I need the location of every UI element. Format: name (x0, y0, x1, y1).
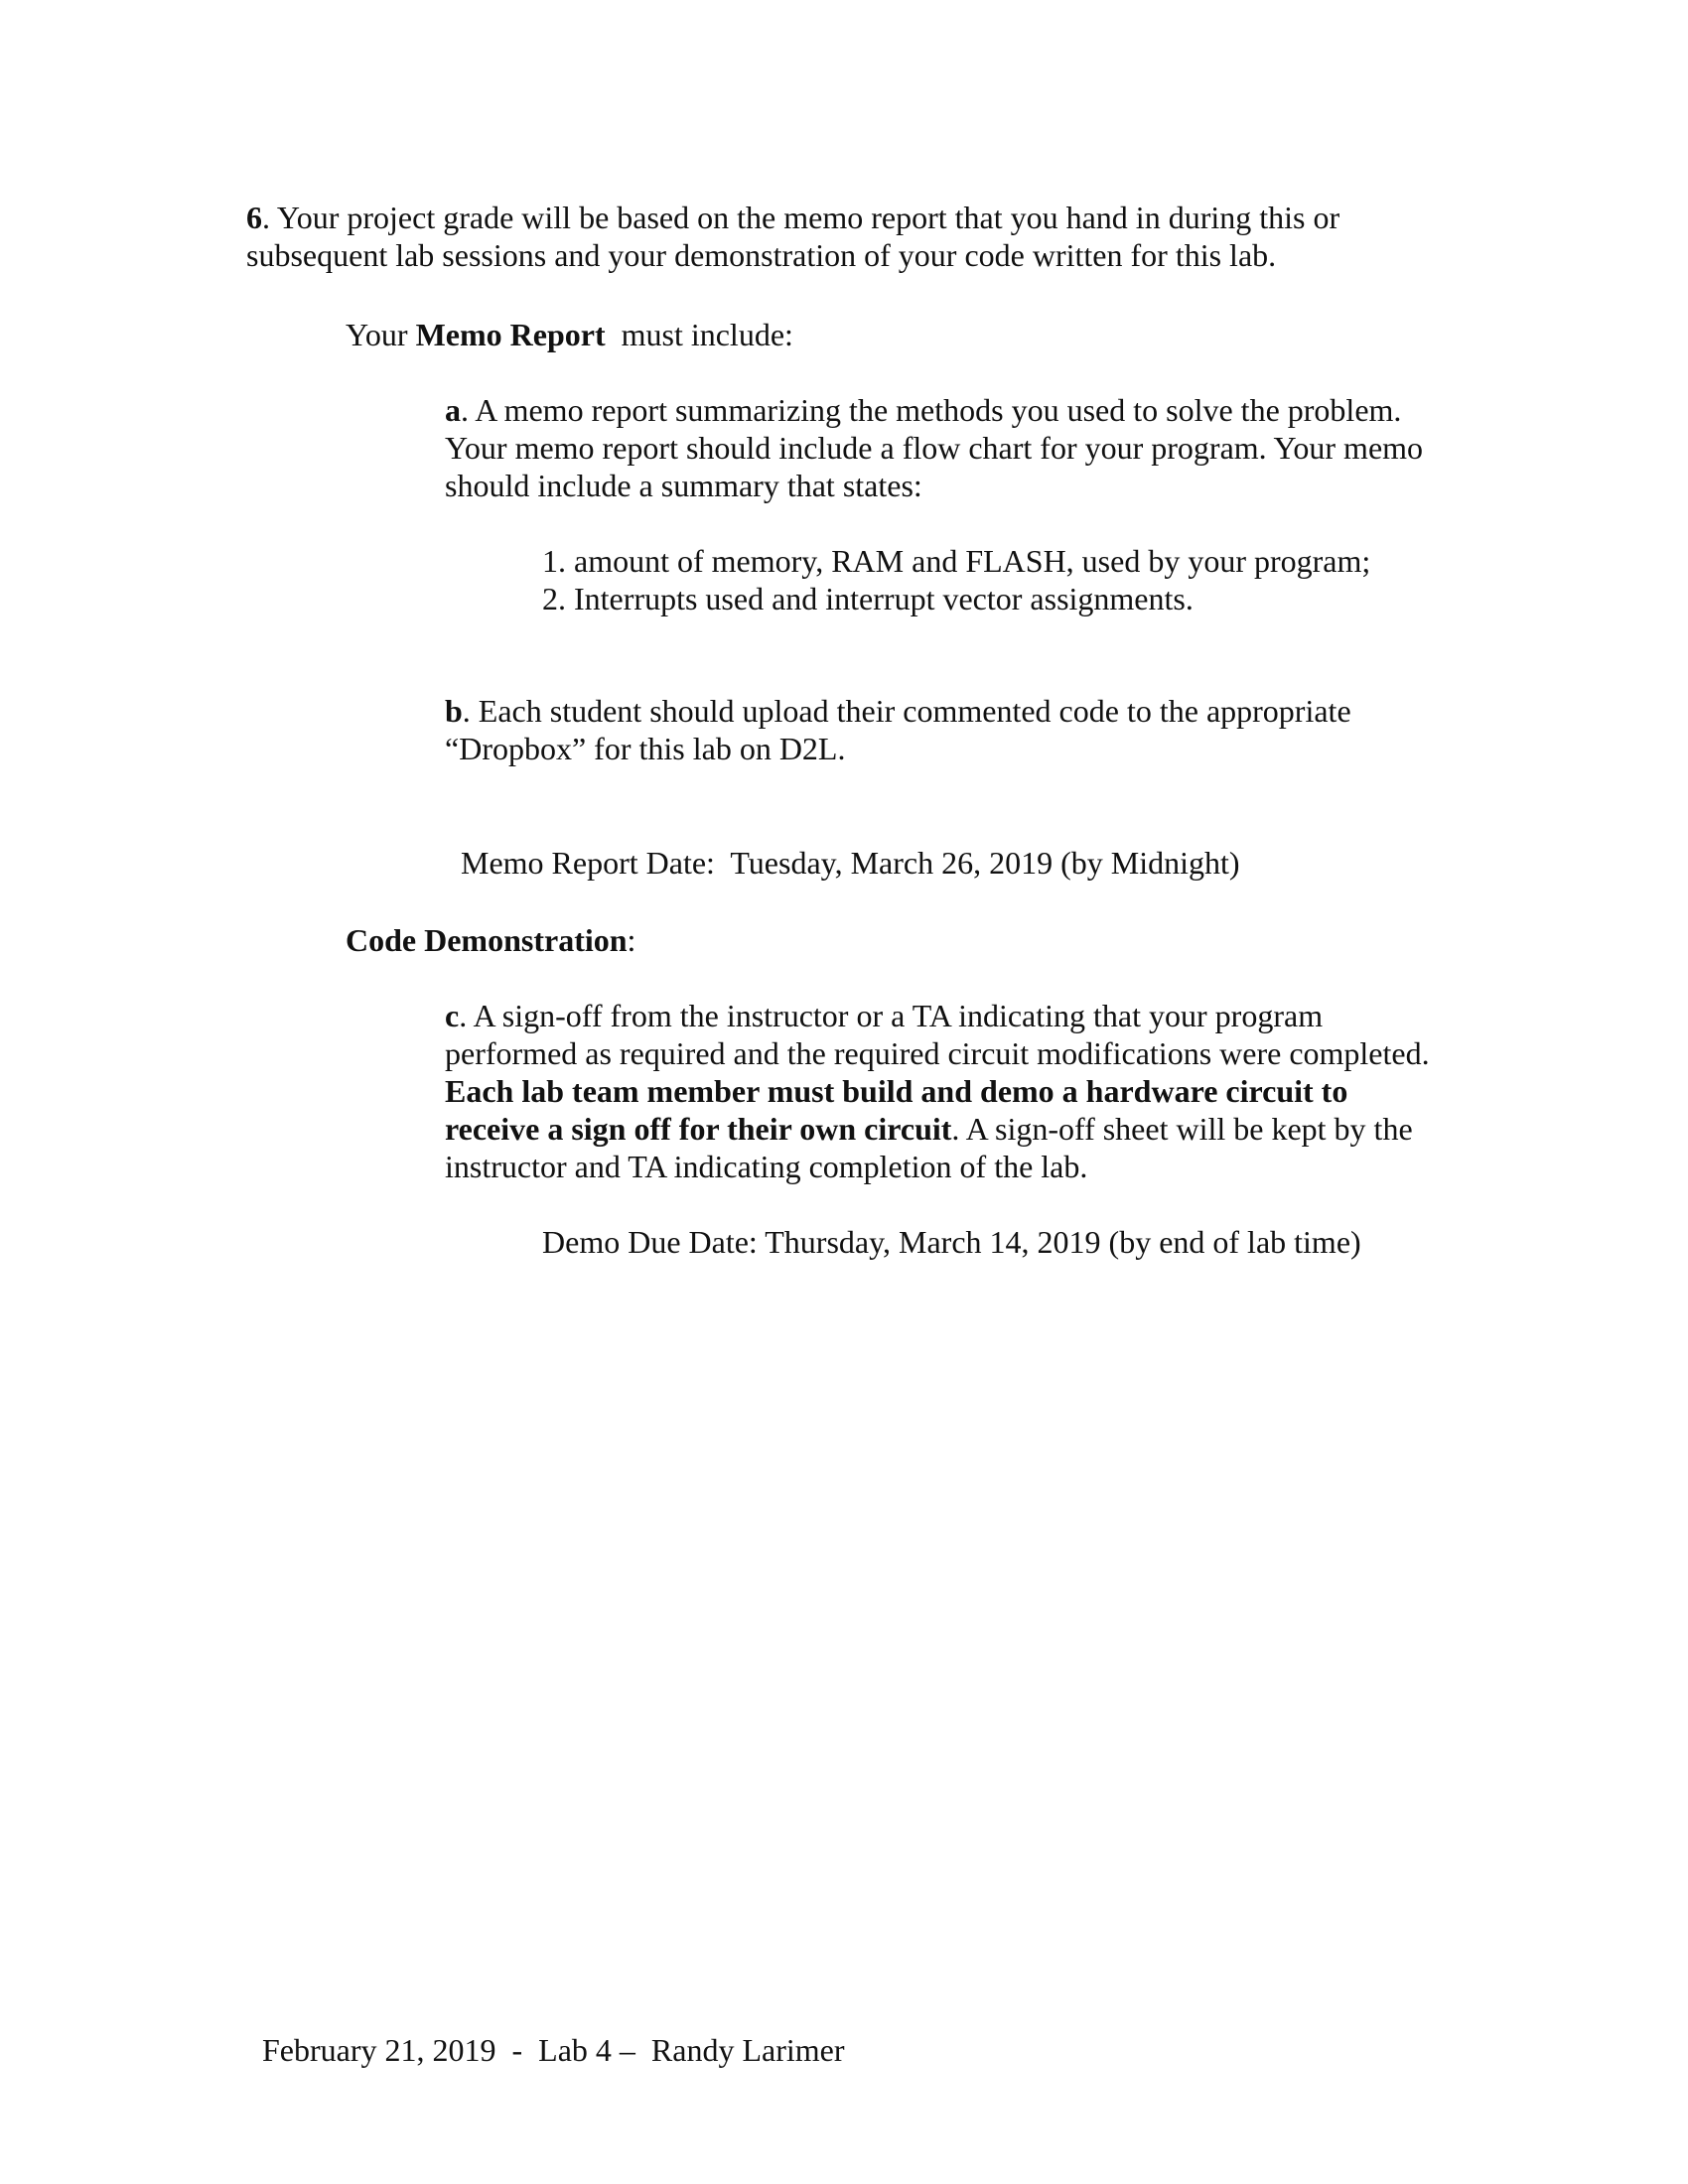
item-c-bold-text: Each lab team member must build and demo a hardware circuit to receive a sign off for their own circuit (445, 1073, 1348, 1147)
item-c-paragraph (445, 997, 1438, 1185)
code-demo-colon: : (627, 922, 636, 958)
memo-intro-suffix: must include: (605, 317, 793, 352)
code-demo-label: Code Demonstration (346, 922, 628, 958)
item-c-letter: c (445, 998, 460, 1033)
section-number: 6 (246, 200, 262, 235)
section-6-text: . Your project grade will be based on the memo report that you hand in during this or subsequent lab sessions and your demonstration of your code written for this lab. (246, 200, 1340, 273)
item-a-text: . A memo report summarizing the methods you used to solve the problem. Your memo report should include a flow chart for your program. Your memo should include a summary that states: (445, 392, 1424, 503)
footer-text: February 21, 2019 - Lab 4 – Randy Larimer (262, 2032, 845, 2068)
item-a-letter: a (445, 392, 461, 428)
memo-report-date (445, 806, 1240, 882)
list-item: 2. Interrupts used and interrupt vector assignments. (542, 581, 1194, 616)
summary-list (542, 542, 1370, 617)
memo-intro-prefix: Your (346, 317, 416, 352)
memo-report-heading: Memo Report (415, 317, 606, 352)
memo-report-intro (346, 316, 793, 353)
page-footer (246, 1993, 845, 2069)
item-b-letter: b (445, 693, 463, 729)
section-6-paragraph (246, 199, 1487, 274)
demo-date-text: Demo Due Date: Thursday, March 14, 2019 (by end of lab time) (542, 1224, 1361, 1260)
item-c-text-2: . A sign-off sheet will be kept by the instructor and TA indicating completion of the lab. (445, 1111, 1413, 1184)
item-a-paragraph (445, 391, 1438, 504)
code-demonstration-heading (346, 921, 635, 959)
item-b-text: . Each student should upload their commented code to the appropriate “Dropbox” for this lab on D2L. (445, 693, 1351, 766)
memo-date-text: Memo Report Date: Tuesday, March 26, 2019 (by Midnight) (461, 845, 1240, 881)
item-c-text-1: . A sign-off from the instructor or a TA indicating that your program performed as required and the required circuit modifications were completed. (445, 998, 1430, 1071)
demo-due-date (542, 1223, 1361, 1261)
list-item: 1. amount of memory, RAM and FLASH, used by your program; (542, 543, 1371, 579)
item-b-paragraph (445, 692, 1438, 767)
